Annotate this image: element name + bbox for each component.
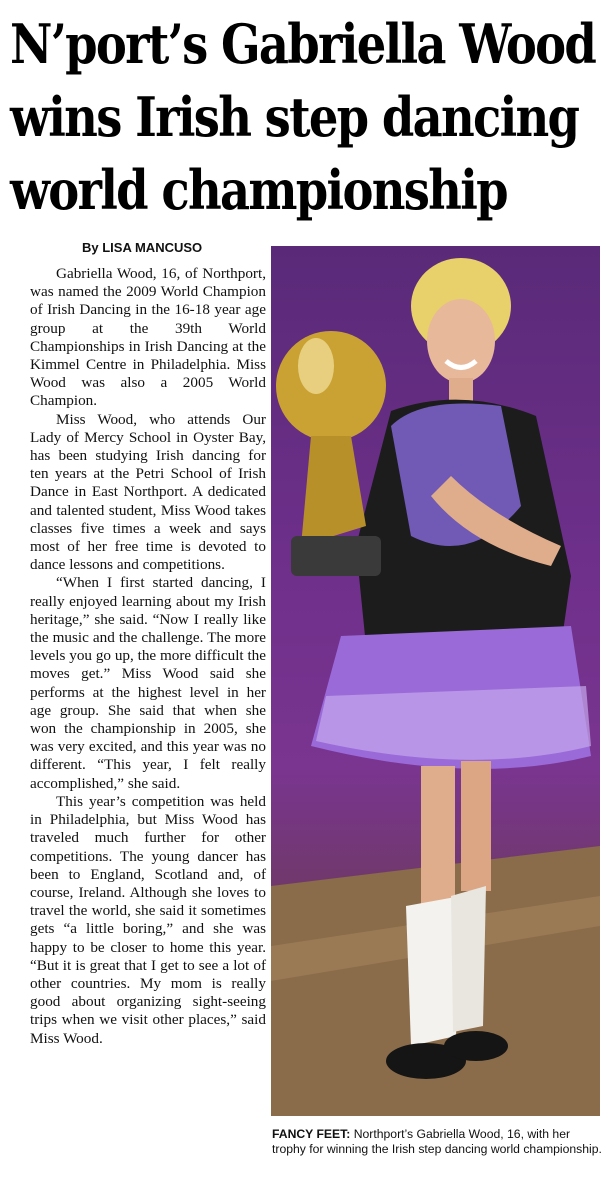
right-sock — [451, 886, 486, 1032]
left-leg — [421, 766, 455, 906]
headline-line-2: wins Irish step dancing — [10, 85, 579, 149]
trophy-stem — [301, 436, 366, 546]
trophy-base — [291, 536, 381, 576]
headline-line-3: world championship — [10, 158, 507, 222]
headline-line-1: N’port’s Gabriella Wood — [10, 12, 596, 76]
paragraph-2: Miss Wood, who attends Our Lady of Mercy School in Oyster Bay, has been studying Irish dancing for ten years at the Petri School of Irish Dance in East Northport. A dedicated and talented student, Miss Wood takes classes five times a week and says most of her free time is devoted to dance lessons and competitions. — [30, 410, 266, 574]
dancer-photo — [271, 246, 600, 1116]
paragraph-3: “When I first started dancing, I really enjoyed learning about my Irish heritage,” she said. “Now I really like the music and the challenge. The more levels you go up, the more difficult the moves get.” Miss Wood said she performs at the highest level in her age group. She said that when she won the championship in 2005, she was very excited, and this year was no different. “This year, I felt really accomplished,” she said. — [30, 574, 266, 792]
trophy-bowl — [276, 331, 386, 441]
caption-text: Northport’s Gabriella Wood, 16, with her trophy for winning the Irish step dancing world championship. — [272, 1127, 602, 1156]
face — [427, 299, 495, 383]
photo-caption — [272, 1127, 602, 1157]
right-shoe — [444, 1031, 508, 1061]
paragraph-4: This year’s competition was held in Philadelphia, but Miss Wood has traveled much further for other competitions. The young dancer has been to England, Scotland and, of course, Ireland. Although she loves to travel the world, she said it sometimes gets “a little boring,” and she was happy to be closer to home this year. “But it is great that I get to see a lot of other countries. My mom is really good about organizing sight-seeing trips when we visit other places,” said Miss Wood. — [30, 792, 266, 1047]
paragraph-1: Gabriella Wood, 16, of Northport, was named the 2009 World Champion of Irish Dancing in the 16-18 year age group at the 39th World Championships in Irish Dancing at the Kimmel Centre in Philadelphia. Miss Wood was also a 2005 World Champion. — [30, 265, 266, 410]
skirt-band — [316, 686, 591, 760]
trophy-shine — [298, 338, 334, 394]
right-leg — [461, 761, 491, 891]
article-body — [30, 265, 266, 1048]
headline — [10, 8, 596, 227]
dancer-illustration — [271, 246, 600, 1116]
byline: By LISA MANCUSO — [82, 240, 203, 255]
caption-lead: FANCY FEET: — [272, 1127, 351, 1141]
